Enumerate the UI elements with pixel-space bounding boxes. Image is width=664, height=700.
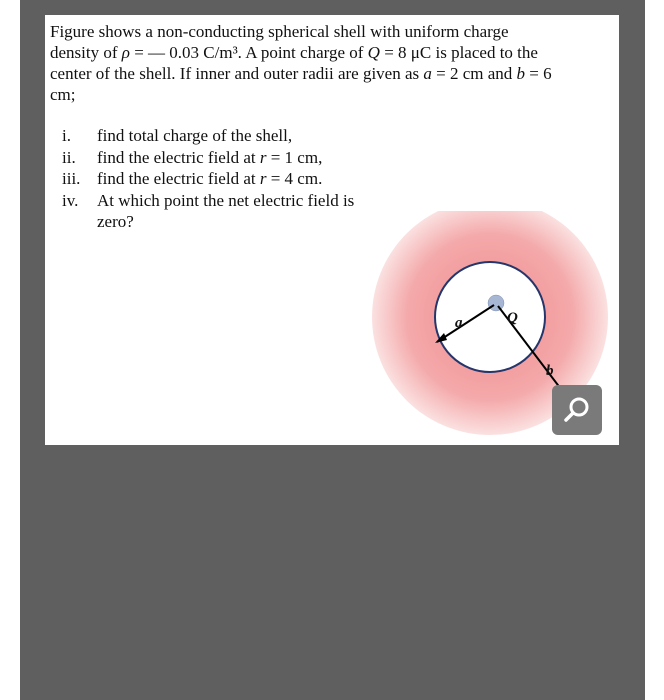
label-b: b	[546, 363, 554, 379]
problem-statement	[50, 21, 596, 105]
question-item-3: iii. find the electric field at r = 4 cm.	[62, 169, 323, 188]
problem-line-1: Figure shows a non-conducting spherical shell with uniform charge	[50, 22, 509, 41]
label-Q: Q	[507, 310, 518, 326]
problem-line-4: cm;	[50, 85, 76, 104]
right-page-margin	[645, 0, 664, 700]
point-charge-Q	[488, 295, 504, 311]
zoom-button[interactable]	[552, 385, 602, 435]
question-item-4: iv. At which point the net electric field is zero?	[62, 190, 355, 231]
problem-line-2: density of ρ = — 0.03 C/m³. A point charge of Q = 8 μC is placed to the	[50, 43, 538, 62]
question-card	[45, 15, 619, 445]
problem-line-3: center of the shell. If inner and outer radii are given as a = 2 cm and b = 6	[50, 64, 552, 83]
magnifier-icon	[562, 395, 592, 425]
label-a: a	[455, 315, 463, 331]
question-item-2: ii. find the electric field at r = 1 cm,	[62, 147, 323, 167]
left-page-margin	[0, 0, 20, 700]
question-list	[62, 125, 392, 233]
question-item-1: i. find total charge of the shell,	[62, 126, 293, 145]
inner-cavity	[435, 262, 545, 372]
